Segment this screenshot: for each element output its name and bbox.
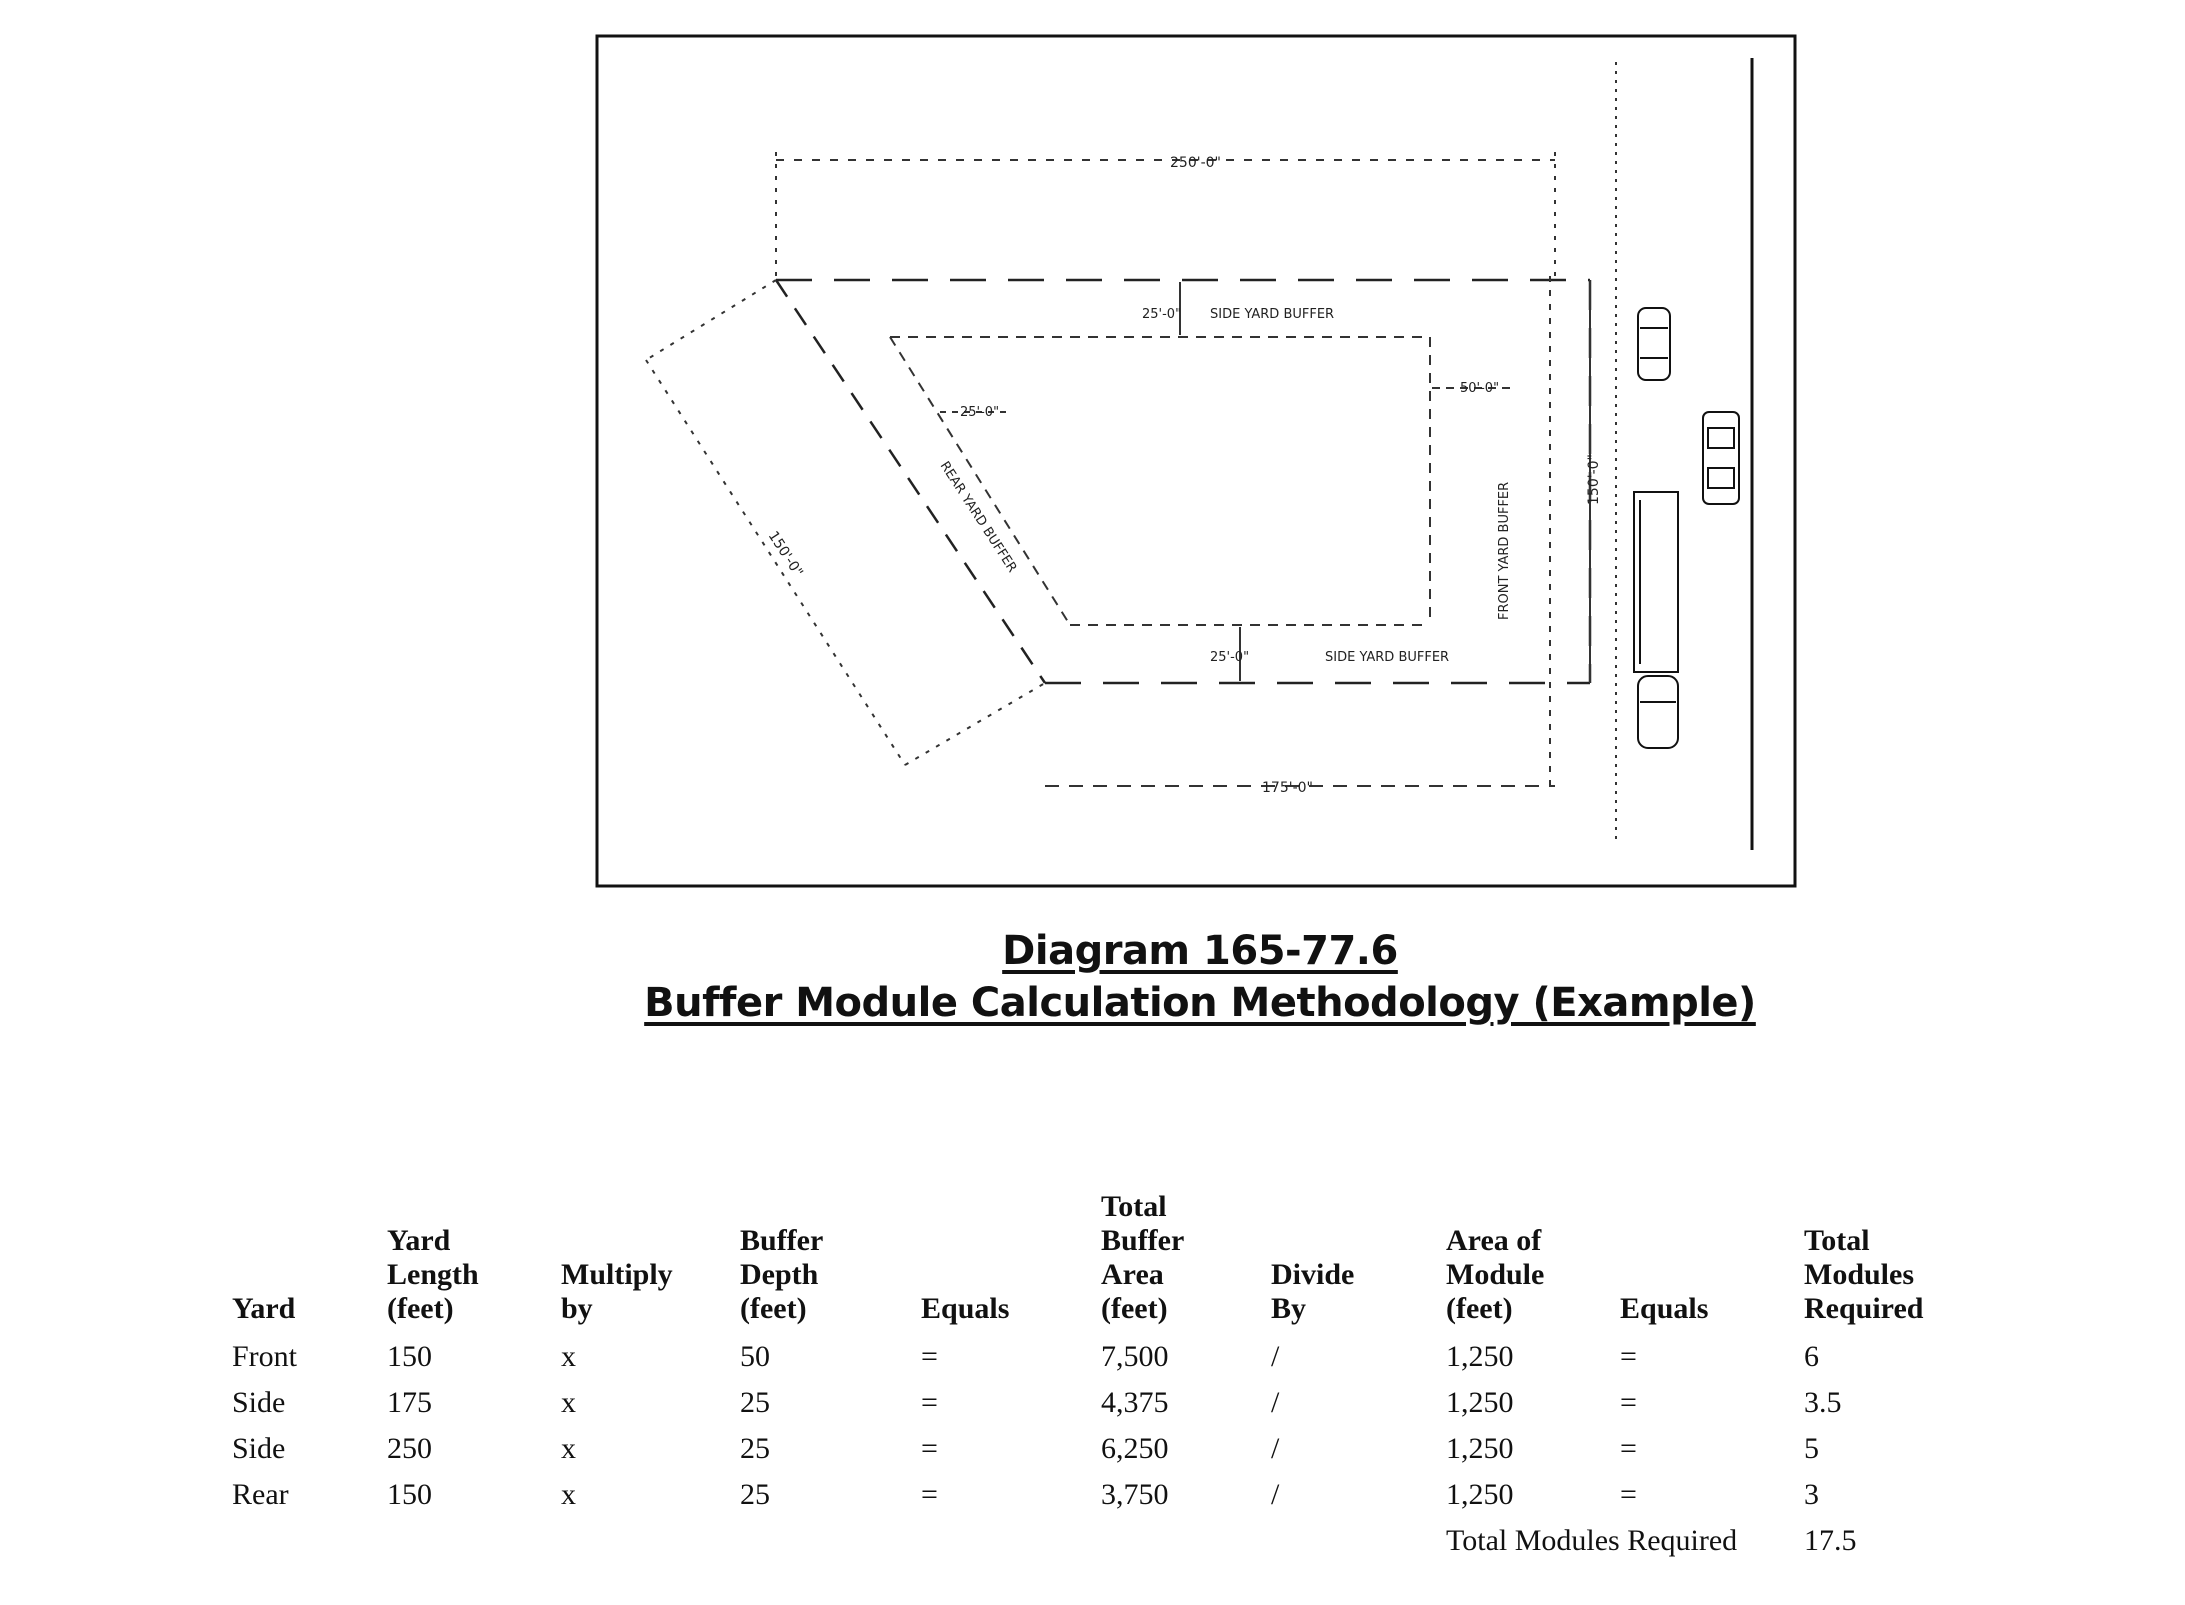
dim-side-buffer-bottom: 25'-0": [1210, 650, 1250, 665]
table-cell: 5: [1804, 1432, 1819, 1465]
table-cell: 7,500: [1101, 1340, 1169, 1373]
buffer-dimension-ticks: [940, 282, 1512, 681]
table-cell: 1,250: [1446, 1386, 1514, 1419]
dim-front-buffer: 50'-0": [1460, 381, 1500, 396]
table-cell: 25: [740, 1478, 770, 1511]
table-row: [232, 1472, 1974, 1518]
table-cell: 6,250: [1101, 1432, 1169, 1465]
header-divide-by: Divide By: [1271, 1258, 1355, 1325]
buffer-calculation-table: [232, 1190, 1974, 1564]
table-cell: 3: [1804, 1478, 1819, 1511]
table-cell: =: [1620, 1478, 1637, 1511]
label-side-yard-top: SIDE YARD BUFFER: [1210, 307, 1335, 322]
truck-icon: [1634, 492, 1678, 748]
dim-rear-buffer: 25'-0": [960, 405, 1000, 420]
table-cell: 3.5: [1804, 1386, 1842, 1419]
header-yard-length: Yard Length (feet): [387, 1224, 479, 1325]
table-cell: 150: [387, 1340, 432, 1373]
table-cell: =: [921, 1340, 938, 1373]
dim-right-label: 150'-0": [1586, 454, 1602, 505]
table-cell: 175: [387, 1386, 432, 1419]
table-cell: 1,250: [1446, 1340, 1514, 1373]
diagram-title-caption: Buffer Module Calculation Methodology (Example): [644, 980, 1756, 1026]
dimension-right: [1550, 276, 1590, 790]
header-equals: Equals: [1620, 1292, 1709, 1325]
car-icon: [1638, 308, 1670, 380]
table-cell: 3,750: [1101, 1478, 1169, 1511]
table-row: [232, 1334, 1974, 1380]
table-cell: 6: [1804, 1340, 1819, 1373]
table-cell: 25: [740, 1386, 770, 1419]
diagram-number-caption: Diagram 165-77.6: [1002, 928, 1398, 974]
table-row: [232, 1380, 1974, 1426]
table-cell: 4,375: [1101, 1386, 1169, 1419]
table-cell: Side: [232, 1386, 286, 1419]
table-body: [232, 1334, 1974, 1564]
header-total-modules-required: Total Modules Required: [1804, 1224, 1924, 1325]
table-cell: /: [1271, 1432, 1280, 1465]
label-side-yard-bottom: SIDE YARD BUFFER: [1325, 650, 1450, 665]
table-cell: 50: [740, 1340, 770, 1373]
table-cell: =: [921, 1432, 938, 1465]
total-modules-value: 17.5: [1804, 1524, 1857, 1557]
dim-top-label: 250'-0": [1170, 155, 1221, 171]
table-row: [232, 1426, 1974, 1472]
dim-bottom-label: 175'-0": [1262, 780, 1313, 796]
header-buffer-depth: Buffer Depth (feet): [740, 1224, 824, 1325]
table-cell: 1,250: [1446, 1432, 1514, 1465]
table-cell: Side: [232, 1432, 286, 1465]
table-cell: Front: [232, 1340, 298, 1373]
label-front-yard: FRONT YARD BUFFER: [1497, 481, 1512, 620]
table-cell: /: [1271, 1340, 1280, 1373]
label-rear-yard: REAR YARD BUFFER: [936, 459, 1020, 576]
dim-side-buffer-top: 25'-0": [1142, 307, 1182, 322]
table-cell: x: [561, 1432, 576, 1465]
header-equals: Equals: [921, 1292, 1010, 1325]
table-header-row: [232, 1190, 1974, 1334]
table-cell: =: [1620, 1386, 1637, 1419]
table-cell: =: [1620, 1432, 1637, 1465]
table-cell: 250: [387, 1432, 432, 1465]
total-modules-label: Total Modules Required: [1446, 1524, 1738, 1557]
header-yard: Yard: [232, 1292, 296, 1325]
table-cell: =: [921, 1386, 938, 1419]
table-cell: /: [1271, 1386, 1280, 1419]
table-cell: =: [921, 1478, 938, 1511]
car-icon: [1703, 412, 1739, 504]
table-cell: 150: [387, 1478, 432, 1511]
buildable-area: [890, 337, 1430, 625]
table-cell: x: [561, 1340, 576, 1373]
table-cell: =: [1620, 1340, 1637, 1373]
dim-left-label: 150'-0": [764, 528, 806, 580]
table-cell: 25: [740, 1432, 770, 1465]
dimension-top: [776, 152, 1555, 280]
table-cell: /: [1271, 1478, 1280, 1511]
header-multiply-by: Multiply by: [561, 1258, 673, 1325]
table-cell: x: [561, 1478, 576, 1511]
table-cell: Rear: [232, 1478, 289, 1511]
lot-boundary: [776, 280, 1590, 683]
table-cell: x: [561, 1386, 576, 1419]
header-area-of-module: Area of Module (feet): [1446, 1224, 1545, 1325]
total-spacer: [232, 1518, 1446, 1564]
header-total-buffer-area: Total Buffer Area (feet): [1101, 1190, 1185, 1325]
total-row: [232, 1518, 1974, 1564]
table-cell: 1,250: [1446, 1478, 1514, 1511]
